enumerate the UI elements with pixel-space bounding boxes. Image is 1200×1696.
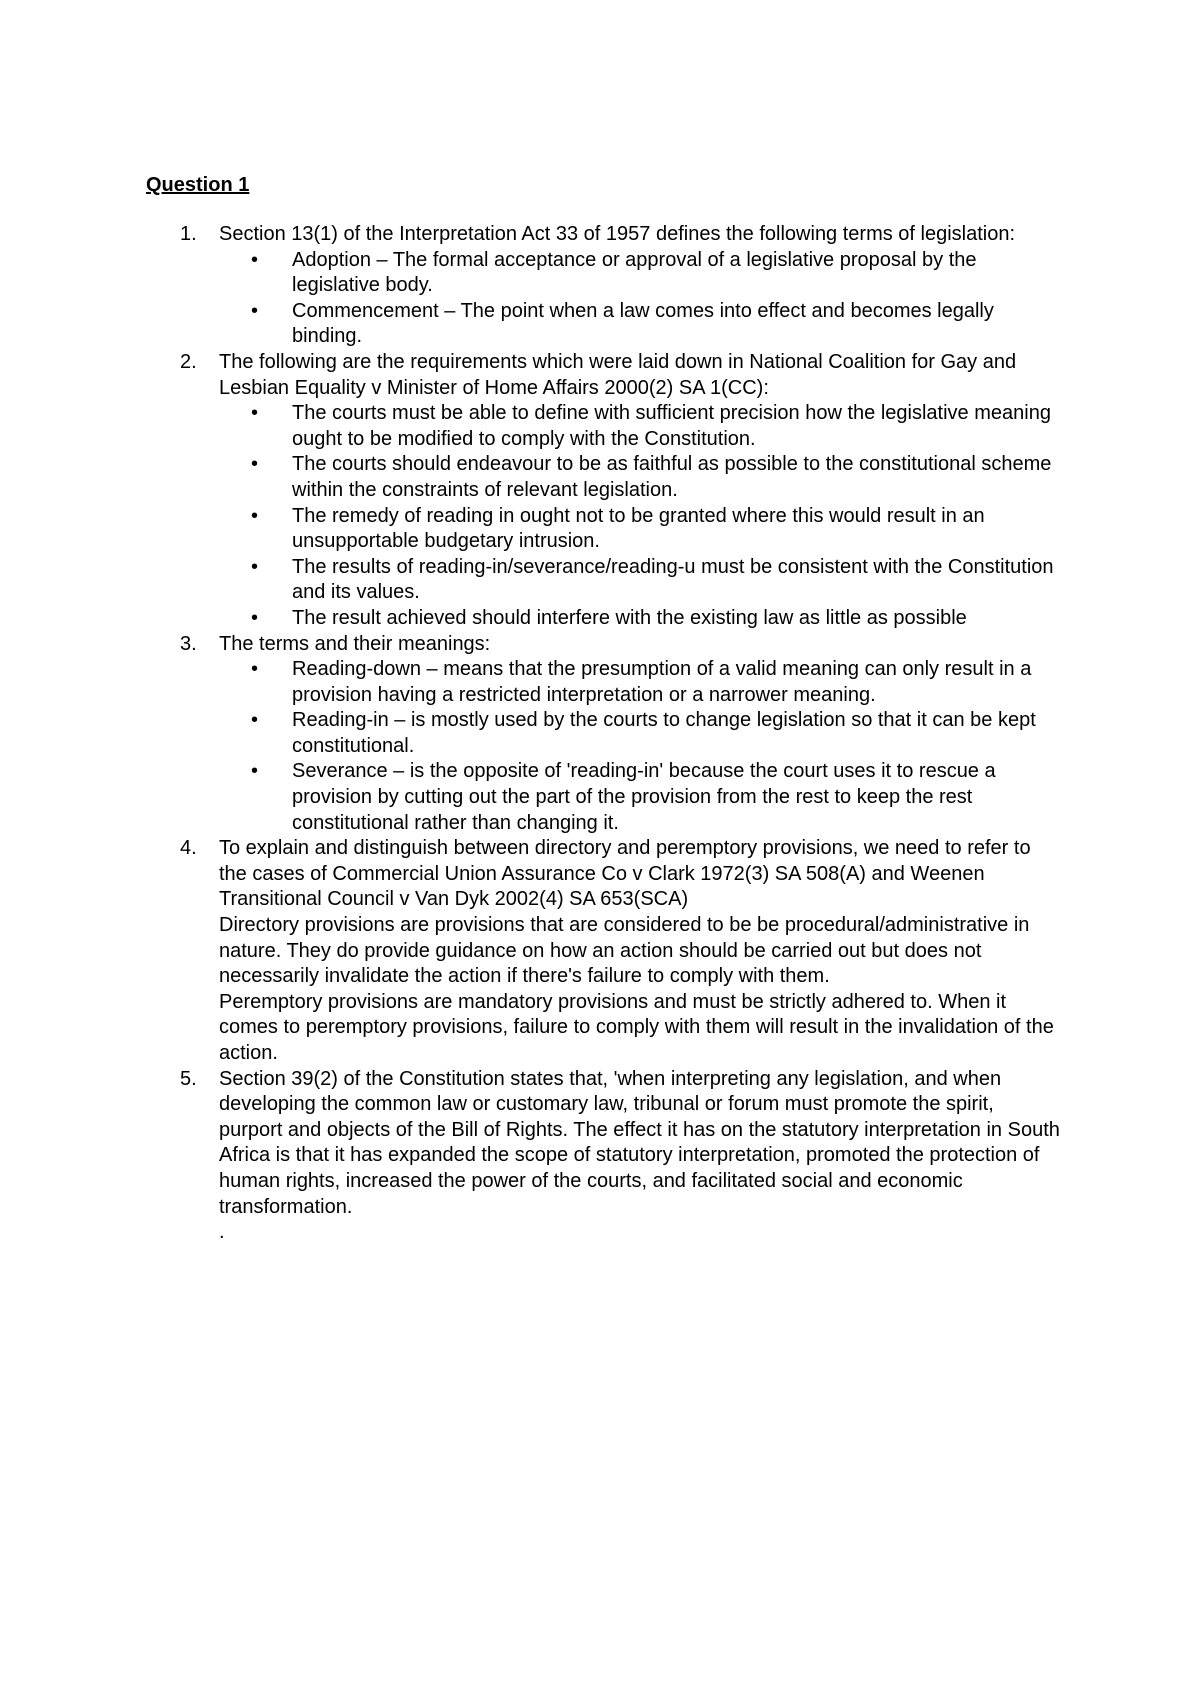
bullet-item: [219, 708, 1060, 759]
bullet-text: Severance – is the opposite of 'reading-in' because the court uses it to rescue a provision by cutting out the part of the provision from the rest to keep the rest constitutional rather than changing it.: [292, 760, 996, 834]
bullet-text: The results of reading-in/severance/reading-u must be consistent with the Constitution and its values.: [292, 555, 1054, 604]
bullet-icon: •: [251, 504, 259, 527]
bullet-text: The remedy of reading in ought not to be granted where this would result in an unsupportable budgetary intrusion.: [292, 504, 985, 553]
bullet-list: [219, 657, 1060, 836]
bullet-icon: •: [251, 453, 259, 476]
bullet-list: [219, 248, 1060, 350]
bullet-item: [219, 248, 1060, 299]
bullet-text: The courts must be able to define with sufficient precision how the legislative meaning ought to be modified to comply with the Constitution.: [292, 402, 1051, 450]
list-item-4: [0, 836, 1200, 1066]
list-item-5: [0, 1067, 1200, 1246]
bullet-item: [219, 299, 1060, 350]
list-item-text: The following are the requirements which were laid down in National Coalition for Gay and Lesbian Equality v Minister of Home Affairs 2000(2) SA 1(CC):: [219, 350, 1017, 399]
list-item-text: Section 39(2) of the Constitution states that, 'when interpreting any legislation, and when developing the common law or customary law, tribunal or forum must promote the spirit, purport and objects of the Bill of Rights. The effect it has on the statutory interpretation in South Africa is that it has expanded the scope of statutory interpretation, promoted the protection of human rights, increased the power of the courts, and facilitated social and economic transformation.: [219, 1067, 1060, 1218]
bullet-item: [219, 657, 1060, 708]
bullet-text: Reading-down – means that the presumption of a valid meaning can only result in a provision having a restricted interpretation or a narrower meaning.: [292, 658, 1032, 706]
page-title: Question 1: [146, 174, 250, 196]
bullet-text: Reading-in – is mostly used by the courts to change legislation so that it can be kept constitutional.: [292, 709, 1036, 757]
list-item-number: 1.: [180, 223, 197, 245]
bullet-text: Adoption – The formal acceptance or approval of a legislative proposal by the legislative body.: [292, 248, 977, 297]
list-item-number: 4.: [180, 837, 197, 860]
bullet-item: [219, 401, 1060, 452]
bullet-icon: •: [251, 555, 259, 578]
list-item-text: Section 13(1) of the Interpretation Act 33 of 1957 defines the following terms of legislation:: [219, 223, 1016, 245]
list-item-number: 5.: [180, 1067, 197, 1090]
list-item-text: The terms and their meanings:: [219, 632, 491, 655]
bullet-icon: •: [251, 299, 259, 322]
bullet-icon: •: [251, 658, 259, 681]
bullet-icon: •: [251, 402, 259, 425]
list-item-number: 2.: [180, 350, 197, 373]
bullet-item: [219, 759, 1060, 836]
list-item-text: To explain and distinguish between directory and peremptory provisions, we need to refer to the cases of Commercial Union Assurance Co v Clark 1972(3) SA 508(A) and Weenen Transitional Council v Van Dyk 2002(4) SA 653(SCA): [219, 837, 1031, 911]
bullet-icon: •: [251, 248, 259, 271]
list-item-2: [0, 350, 1200, 632]
bullet-text: The result achieved should interfere with the existing law as little as possible: [292, 606, 967, 629]
bullet-icon: •: [251, 760, 259, 783]
bullet-item: [219, 504, 1060, 555]
trailing-period: .: [219, 1221, 225, 1244]
bullet-icon: •: [251, 606, 259, 629]
bullet-text: The courts should endeavour to be as faithful as possible to the constitutional scheme within the constraints of relevant legislation.: [292, 453, 1052, 501]
paragraph-peremptory: Peremptory provisions are mandatory provisions and must be strictly adhered to. When it comes to peremptory provisions, failure to comply with them will result in the invalidation of the action.: [219, 990, 1054, 1064]
question-list: [0, 222, 1200, 1246]
bullet-item: [219, 555, 1060, 606]
bullet-text: Commencement – The point when a law comes into effect and becomes legally binding.: [292, 299, 994, 348]
list-item-number: 3.: [180, 632, 197, 655]
list-item-3: [0, 632, 1200, 837]
bullet-icon: •: [251, 709, 259, 732]
list-item-1: [0, 222, 1200, 350]
bullet-item: [219, 452, 1060, 503]
bullet-list: [219, 401, 1060, 631]
bullet-item: [219, 606, 1060, 632]
paragraph-directory: Directory provisions are provisions that are considered to be be procedural/administrative in nature. They do provide guidance on how an action should be carried out but does not necessarily invalidate the action if there's failure to comply with them.: [219, 914, 1030, 988]
